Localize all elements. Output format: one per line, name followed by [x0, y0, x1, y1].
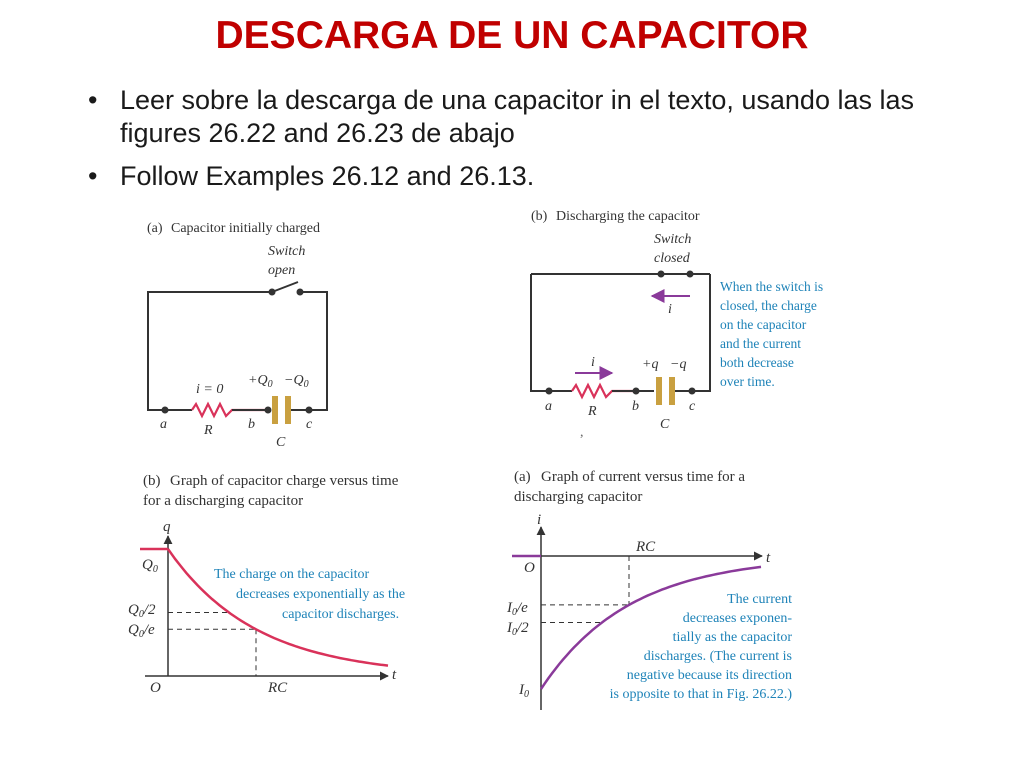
i0-label: $I_0$	[519, 682, 529, 700]
wire-right	[300, 292, 327, 410]
switch-contact	[658, 271, 665, 278]
node-dot	[546, 388, 553, 395]
minus-charge-label: $-Q_0$	[284, 373, 309, 390]
note-line: The current	[727, 592, 792, 607]
node-dot	[162, 407, 169, 414]
charge-graph-tag: (b)	[143, 473, 161, 489]
node-label-c: c	[306, 417, 313, 432]
note-line: When the switch is	[720, 279, 824, 294]
node-label-a: a	[160, 417, 167, 432]
plus-charge-label: $+Q_0$	[248, 373, 273, 390]
bullet-dot: •	[88, 85, 98, 115]
switch-contact	[297, 289, 304, 296]
current-graph-tag: (a)	[514, 469, 531, 485]
bullet-text: Leer sobre la descarga de una capacitor in el texto, usando las las figures 26.22 and 26.23 de abajo	[120, 85, 914, 148]
node-dot	[689, 388, 696, 395]
node-dot	[633, 388, 640, 395]
current-label: i	[668, 302, 672, 317]
charge-graph	[128, 473, 405, 696]
origin-label: O	[524, 560, 535, 576]
switch-contact	[269, 289, 276, 296]
node-label-b: b	[248, 417, 255, 432]
plus-charge-label: +q	[642, 357, 659, 372]
q0-label: $Q_0$	[142, 557, 158, 575]
node-label-c: c	[689, 399, 696, 414]
capacitor-plate	[669, 377, 675, 405]
i0-half-label: $I_0/2$	[507, 620, 529, 638]
open-switch-blade	[272, 282, 298, 292]
node-dot	[265, 407, 272, 414]
capacitor-plate	[285, 396, 291, 424]
slide-title: DESCARGA DE UN CAPACITOR	[215, 14, 809, 57]
charge-graph-caption: for a discharging capacitor	[143, 493, 304, 509]
y-axis-label: i	[537, 512, 542, 528]
current-note	[610, 592, 793, 702]
switch-state-label: open	[268, 263, 296, 278]
note-line: closed, the charge	[720, 298, 817, 313]
node-label-b: b	[632, 399, 639, 414]
note-line: capacitor discharges.	[282, 607, 400, 622]
switch-label: Switch	[654, 232, 692, 247]
current-graph-caption: discharging capacitor	[514, 489, 643, 505]
q0-half-label: $Q_0/2$	[128, 602, 156, 620]
charge-note	[214, 567, 405, 622]
note-line: discharges. (The current is	[643, 649, 792, 664]
circuit-closed-switch	[531, 209, 823, 440]
i0-e-label: $I_0/e$	[507, 600, 528, 618]
note-line: decreases exponentially as the	[236, 587, 406, 602]
wire-left	[531, 274, 572, 391]
note-line: decreases exponen-	[682, 611, 792, 626]
switch-contact	[687, 271, 694, 278]
capacitor-plate	[656, 377, 662, 405]
note-line: negative because its direction	[626, 668, 792, 683]
capacitor-label: C	[276, 435, 286, 450]
note-line: and the current	[720, 336, 801, 351]
current-label: i = 0	[196, 382, 224, 397]
note-line: over time.	[720, 374, 775, 389]
q0-e-label: $Q_0/e$	[128, 622, 155, 640]
capacitor-label: C	[660, 417, 670, 432]
origin-label: O	[150, 680, 161, 696]
node-label-a: a	[545, 399, 552, 414]
fig-a-tag: (a)	[147, 221, 163, 236]
current-graph	[506, 469, 792, 710]
fig-b-tag: (b)	[531, 209, 548, 224]
bullet-text: Follow Examples 26.12 and 26.13.	[120, 161, 535, 191]
minus-charge-label: −q	[670, 357, 687, 372]
capacitor-plate	[272, 396, 278, 424]
resistor-label: R	[204, 423, 213, 438]
current-label: i	[591, 355, 595, 370]
wire-right	[692, 274, 710, 391]
note-line: The charge on the capacitor	[214, 567, 370, 582]
bullet-dot: •	[88, 161, 98, 191]
fig-b-caption: Discharging the capacitor	[556, 209, 700, 224]
note-line: tially as the capacitor	[672, 630, 792, 645]
current-graph-caption: Graph of current versus time for a	[541, 469, 746, 485]
fig-a-caption: Capacitor initially charged	[171, 221, 321, 236]
y-axis-label: q	[163, 519, 171, 535]
resistor-label: R	[588, 404, 597, 419]
discharge-note	[720, 279, 823, 389]
circuit-open-switch	[147, 221, 327, 450]
switch-label: Switch	[268, 244, 306, 259]
rc-tick-label: RC	[268, 680, 288, 696]
node-dot	[306, 407, 313, 414]
charge-graph-caption: Graph of capacitor charge versus time	[170, 473, 399, 489]
x-axis-label: t	[766, 550, 771, 566]
switch-state-label: closed	[654, 251, 690, 266]
note-line: both decrease	[720, 355, 794, 370]
rc-tick-label: RC	[636, 539, 656, 555]
stray-mark: ,	[580, 425, 584, 440]
note-line: on the capacitor	[720, 317, 807, 332]
x-axis-label: t	[392, 667, 397, 683]
note-line: is opposite to that in Fig. 26.22.)	[609, 687, 792, 702]
